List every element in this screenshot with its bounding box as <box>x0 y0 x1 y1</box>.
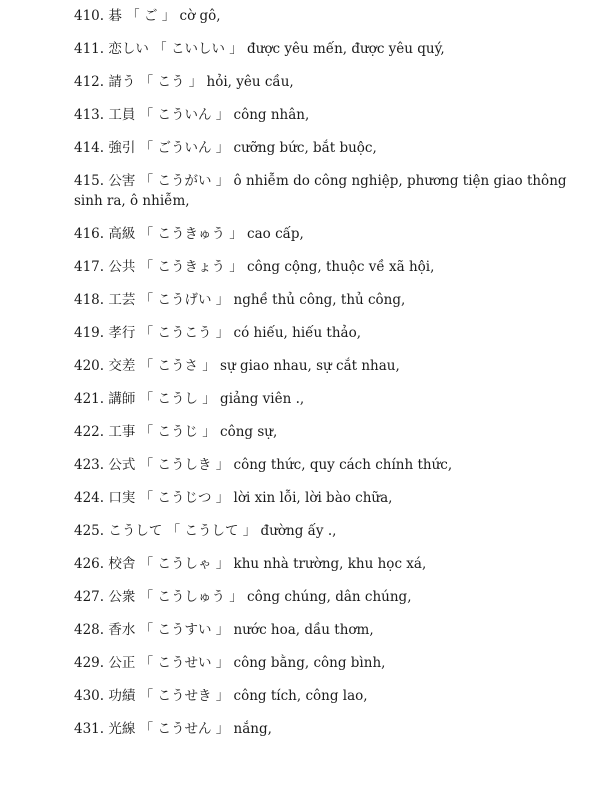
entry-number: 431. <box>74 721 105 737</box>
entry-number: 413. <box>74 107 105 123</box>
entry-reading: 「 こういん 」 <box>139 107 230 123</box>
vocabulary-list <box>74 6 594 752</box>
entry-kanji: 香水 <box>108 622 136 638</box>
entry-kanji: 公衆 <box>108 589 136 605</box>
vocab-entry <box>74 422 594 442</box>
vocab-entry <box>74 554 594 574</box>
entry-kanji: 公共 <box>108 259 136 275</box>
entry-kanji: 講師 <box>108 391 136 407</box>
vocab-entry <box>74 686 594 706</box>
entry-number: 422. <box>74 424 105 440</box>
entry-reading: 「 こうしき 」 <box>139 457 230 473</box>
entry-number: 429. <box>74 655 105 671</box>
entry-meaning: công cộng, thuộc về xã hội, <box>247 259 435 275</box>
entry-number: 416. <box>74 226 105 242</box>
entry-reading: 「 こうしゅう 」 <box>139 589 243 605</box>
entry-reading: 「 こいしい 」 <box>153 41 243 57</box>
entry-meaning: công sự, <box>220 424 278 440</box>
entry-kanji: 功績 <box>108 688 136 704</box>
vocab-entry <box>74 138 594 158</box>
vocab-entry <box>74 521 594 541</box>
entry-reading: 「 こうして 」 <box>166 523 257 539</box>
entry-meaning: nghề thủ công, thủ công, <box>233 292 406 308</box>
entry-meaning: sự giao nhau, sự cắt nhau, <box>220 358 400 374</box>
entry-number: 419. <box>74 325 105 341</box>
entry-number: 427. <box>74 589 105 605</box>
entry-reading: 「 こうすい 」 <box>139 622 230 638</box>
entry-meaning: công tích, công lao, <box>233 688 368 704</box>
entry-kanji: 請う <box>108 74 136 90</box>
entry-kanji: 公式 <box>108 457 136 473</box>
entry-reading: 「 こうげい 」 <box>139 292 230 308</box>
entry-meaning: giảng viên ., <box>220 391 305 407</box>
entry-reading: 「 こうせき 」 <box>139 688 230 704</box>
entry-reading: 「 ご 」 <box>126 8 176 24</box>
entry-meaning: nắng, <box>233 721 272 737</box>
entry-reading: 「 こうがい 」 <box>139 173 230 189</box>
entry-meaning: có hiếu, hiếu thảo, <box>233 325 362 341</box>
entry-meaning: lời xin lỗi, lời bào chữa, <box>233 490 393 506</box>
entry-kanji: 孝行 <box>108 325 136 341</box>
entry-reading: 「 こうせい 」 <box>139 655 230 671</box>
entry-kanji: 光線 <box>108 721 136 737</box>
entry-number: 417. <box>74 259 105 275</box>
entry-kanji: 公害 <box>108 173 136 189</box>
entry-number: 412. <box>74 74 105 90</box>
entry-kanji: 校舎 <box>108 556 136 572</box>
entry-number: 420. <box>74 358 105 374</box>
vocab-entry <box>74 257 594 277</box>
entry-reading: 「 こうせん 」 <box>139 721 230 737</box>
entry-kanji: 工員 <box>108 107 136 123</box>
entry-reading: 「 こうし 」 <box>139 391 216 407</box>
entry-reading: 「 こうこう 」 <box>139 325 230 341</box>
entry-number: 418. <box>74 292 105 308</box>
entry-reading: 「 こうさ 」 <box>139 358 216 374</box>
vocab-entry <box>74 719 594 739</box>
entry-kanji: 工事 <box>108 424 136 440</box>
entry-number: 410. <box>74 8 105 24</box>
vocab-entry <box>74 72 594 92</box>
entry-kanji: 工芸 <box>108 292 136 308</box>
entry-meaning: cao cấp, <box>247 226 304 242</box>
entry-reading: 「 こうきゅう 」 <box>139 226 243 242</box>
vocab-entry <box>74 224 594 244</box>
vocab-entry <box>74 653 594 673</box>
entry-meaning: nước hoa, dầu thơm, <box>233 622 374 638</box>
entry-number: 424. <box>74 490 105 506</box>
entry-meaning: cưỡng bức, bắt buộc, <box>233 140 377 156</box>
entry-number: 428. <box>74 622 105 638</box>
entry-meaning: được yêu mến, được yêu quý, <box>247 41 445 57</box>
entry-number: 415. <box>74 173 105 189</box>
vocab-entry <box>74 290 594 310</box>
entry-meaning: cờ gô, <box>179 8 221 24</box>
entry-reading: 「 こうじ 」 <box>139 424 216 440</box>
entry-kanji: 交差 <box>108 358 136 374</box>
vocab-entry <box>74 39 594 59</box>
entry-number: 411. <box>74 41 105 57</box>
vocab-entry <box>74 587 594 607</box>
entry-meaning: khu nhà trường, khu học xá, <box>233 556 427 572</box>
entry-kanji: こうして <box>108 523 163 539</box>
entry-number: 421. <box>74 391 105 407</box>
entry-kanji: 碁 <box>108 8 122 24</box>
entry-meaning: công chúng, dân chúng, <box>247 589 412 605</box>
vocab-entry <box>74 105 594 125</box>
entry-meaning: công bằng, công bình, <box>233 655 386 671</box>
entry-reading: 「 こう 」 <box>139 74 203 90</box>
entry-number: 426. <box>74 556 105 572</box>
entry-meaning: ô nhiễm do công nghiệp, phương tiện giao thông sinh ra, ô nhiễm, <box>74 173 567 209</box>
vocab-entry <box>74 488 594 508</box>
entry-meaning: hỏi, yêu cầu, <box>206 74 294 90</box>
entry-meaning: công nhân, <box>233 107 310 123</box>
entry-meaning: công thức, quy cách chính thức, <box>233 457 453 473</box>
vocab-entry <box>74 356 594 376</box>
entry-meaning: đường ấy ., <box>260 523 337 539</box>
vocab-entry <box>74 389 594 409</box>
entry-reading: 「 こうじつ 」 <box>139 490 230 506</box>
entry-number: 430. <box>74 688 105 704</box>
vocab-entry <box>74 620 594 640</box>
entry-reading: 「 こうきょう 」 <box>139 259 243 275</box>
entry-number: 425. <box>74 523 105 539</box>
vocab-entry <box>74 455 594 475</box>
vocab-entry <box>74 171 574 211</box>
entry-number: 414. <box>74 140 105 156</box>
entry-reading: 「 ごういん 」 <box>139 140 230 156</box>
entry-kanji: 公正 <box>108 655 136 671</box>
vocab-entry <box>74 323 594 343</box>
vocab-entry <box>74 6 594 26</box>
entry-kanji: 口実 <box>108 490 136 506</box>
entry-kanji: 強引 <box>108 140 136 156</box>
entry-number: 423. <box>74 457 105 473</box>
entry-kanji: 高級 <box>108 226 136 242</box>
entry-kanji: 恋しい <box>108 41 149 57</box>
entry-reading: 「 こうしゃ 」 <box>139 556 230 572</box>
